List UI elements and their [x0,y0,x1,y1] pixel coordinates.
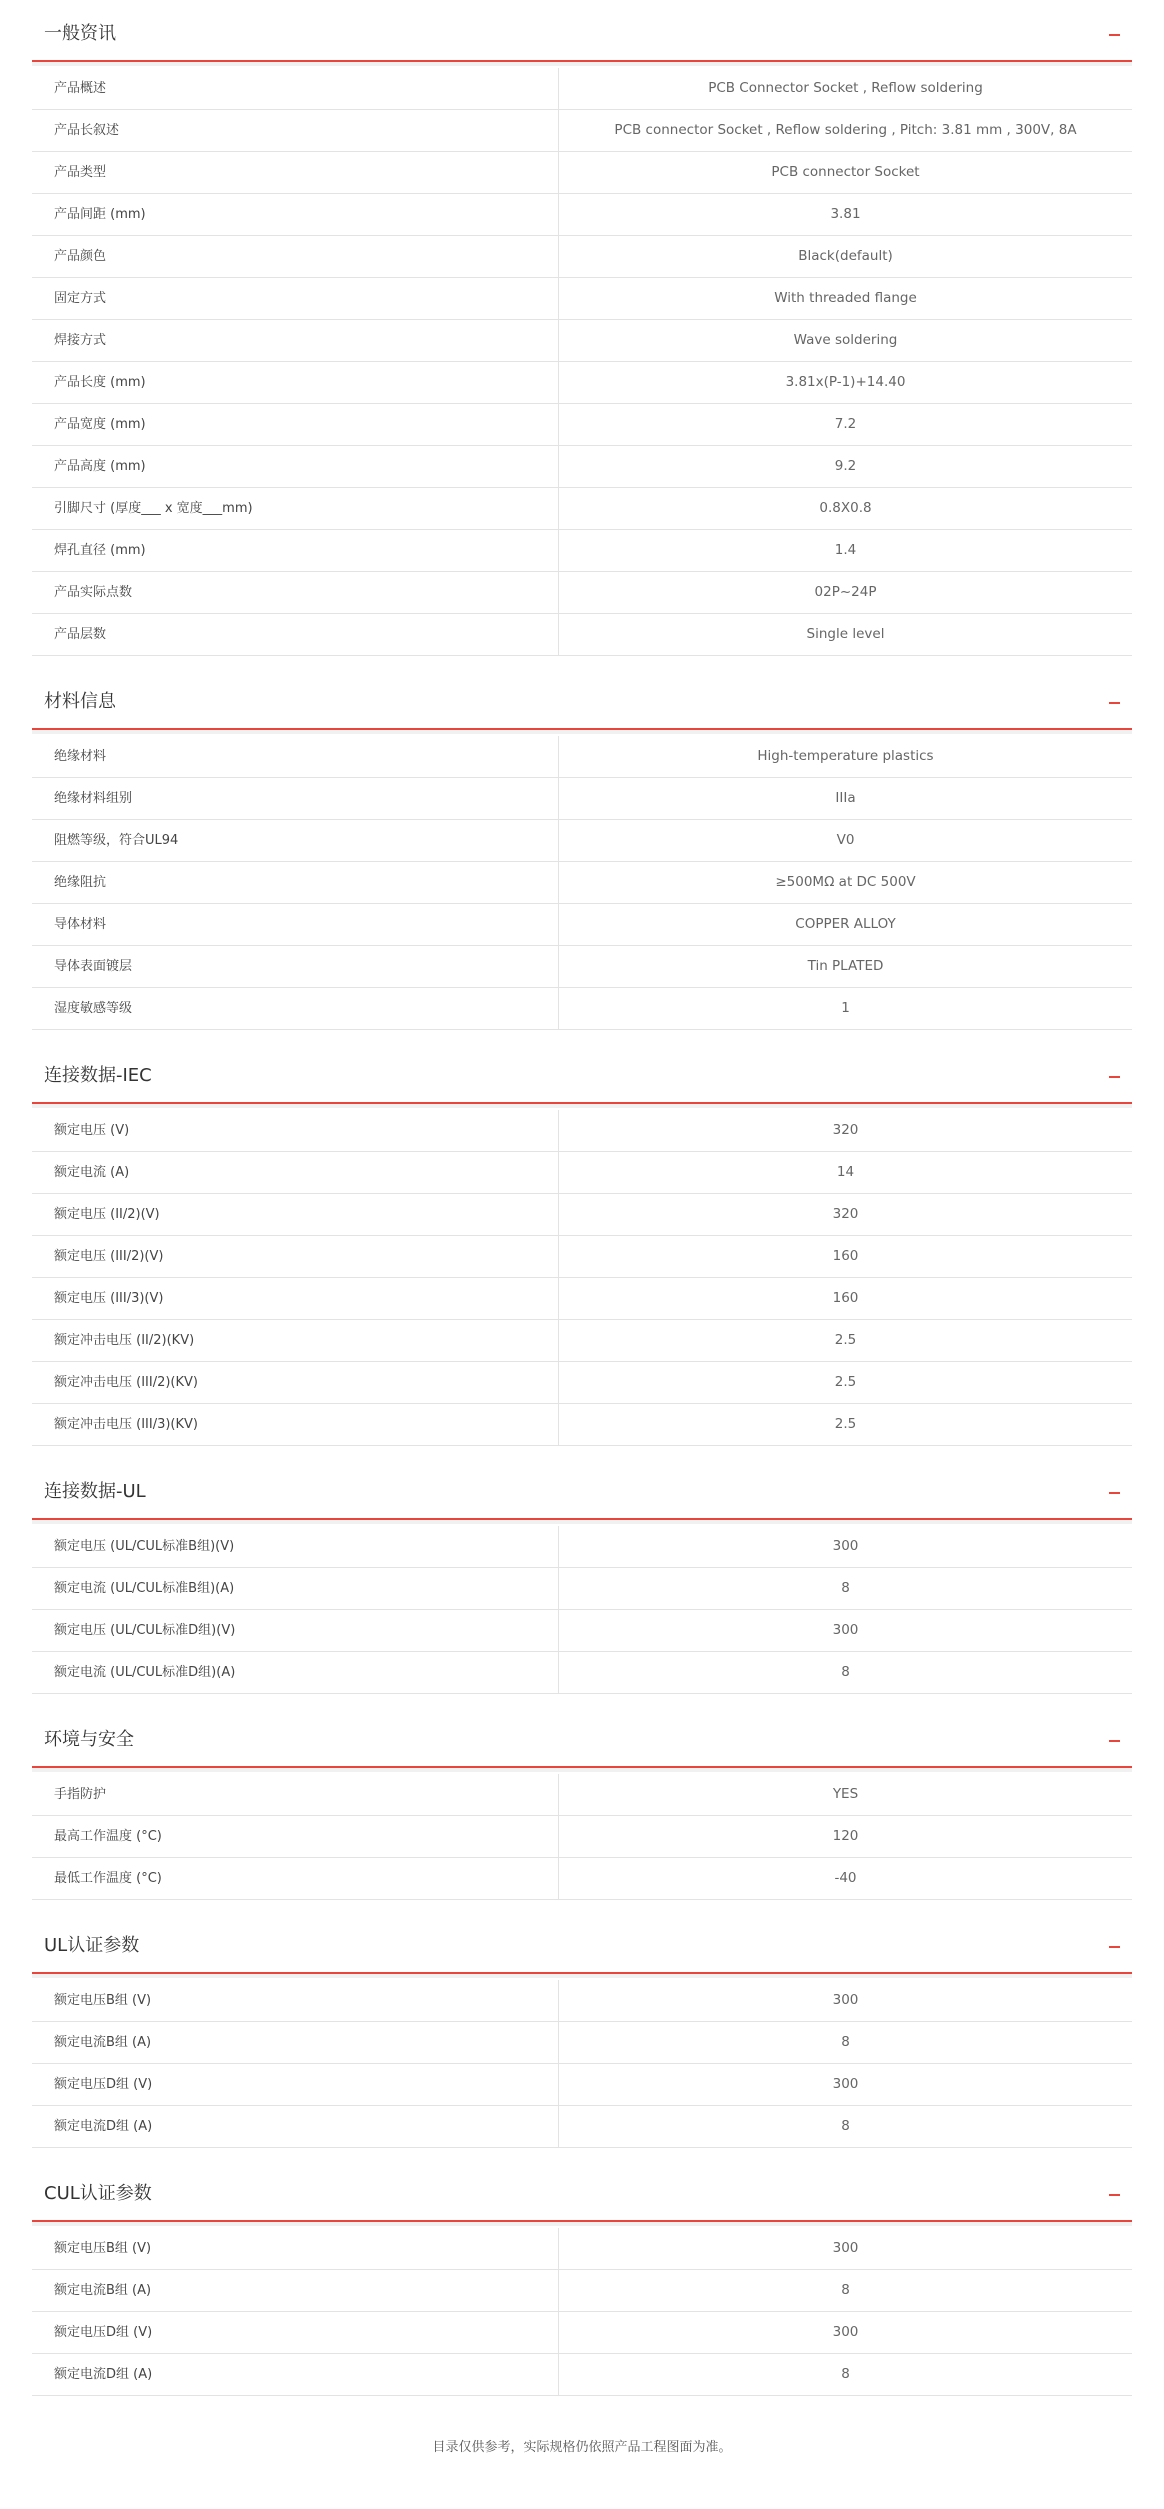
collapse-icon[interactable] [1109,2194,1120,2196]
spec-value: 1 [841,1000,850,1016]
section-title: 连接数据-IEC [44,1065,152,1086]
table-row [32,488,1132,530]
table-row [32,2022,1132,2064]
table-row [32,1816,1132,1858]
table-row [32,1858,1132,1900]
spec-value: YES [832,1786,859,1802]
spec-page [32,0,1132,2455]
spec-label: 湿度敏感等级 [32,988,559,1029]
spec-value: 320 [832,1206,859,1222]
table-row [32,2354,1132,2396]
spec-value: 0.8X0.8 [819,500,872,516]
spec-value: PCB Connector Socket , Reflow soldering [708,80,983,96]
table-row [32,1774,1132,1816]
spec-value: 8 [841,1664,850,1680]
section-title: 连接数据-UL [44,1481,146,1502]
table-row [32,1652,1132,1694]
spec-value: 300 [832,1622,859,1638]
spec-label: 额定电压 (II/2)(V) [32,1194,559,1235]
spec-value: PCB connector Socket [771,164,920,180]
spec-section [32,1480,1132,1694]
spec-label: 导体表面镀层 [32,946,559,987]
table-row [32,1110,1132,1152]
section-header[interactable] [32,690,1132,730]
spec-value: 2.5 [834,1374,857,1390]
spec-section [32,2182,1132,2396]
table-row [32,1194,1132,1236]
table-row [32,446,1132,488]
table-row [32,2064,1132,2106]
collapse-icon[interactable] [1109,1946,1120,1948]
spec-value: 320 [832,1122,859,1138]
table-row [32,236,1132,278]
table-row [32,530,1132,572]
spec-value: 8 [841,1580,850,1596]
table-row [32,1404,1132,1446]
spec-label: 最低工作温度 (°C) [32,1858,559,1899]
section-title: 材料信息 [44,691,116,712]
spec-value: 300 [832,2324,859,2340]
spec-value: 02P~24P [814,584,877,600]
spec-label: 引脚尺寸 (厚度___ x 宽度___mm) [32,488,559,529]
spec-label: 额定电流 (UL/CUL标准B组)(A) [32,1568,559,1609]
spec-label: 额定电压 (III/3)(V) [32,1278,559,1319]
collapse-icon[interactable] [1109,34,1120,36]
spec-value: 300 [832,2240,859,2256]
spec-value: COPPER ALLOY [795,916,896,932]
spec-label: 产品概述 [32,68,559,109]
spec-table [32,1980,1132,2148]
spec-label: 手指防护 [32,1774,559,1815]
spec-value: 160 [832,1290,859,1306]
section-title: 环境与安全 [44,1729,134,1750]
spec-label: 额定电压 (V) [32,1110,559,1151]
spec-value: 2.5 [834,1416,857,1432]
spec-table [32,1110,1132,1446]
spec-label: 额定电压D组 (V) [32,2312,559,2353]
table-row [32,362,1132,404]
collapse-icon[interactable] [1109,702,1120,704]
table-row [32,862,1132,904]
spec-value: With threaded flange [774,290,917,306]
table-row [32,2106,1132,2148]
spec-label: 产品颜色 [32,236,559,277]
table-row [32,194,1132,236]
table-row [32,320,1132,362]
table-row [32,1320,1132,1362]
spec-label: 阻燃等级，符合UL94 [32,820,559,861]
section-header[interactable] [32,1480,1132,1520]
spec-table [32,2228,1132,2396]
spec-label: 产品层数 [32,614,559,655]
spec-table [32,1526,1132,1694]
spec-value: ≥500MΩ at DC 500V [775,874,916,890]
spec-value: 7.2 [834,416,857,432]
table-row [32,2228,1132,2270]
table-row [32,152,1132,194]
table-row [32,2312,1132,2354]
spec-section [32,22,1132,656]
spec-value: -40 [834,1870,857,1886]
spec-label: 额定电流 (UL/CUL标准D组)(A) [32,1652,559,1693]
spec-label: 额定冲击电压 (III/3)(KV) [32,1404,559,1445]
spec-label: 焊接方式 [32,320,559,361]
spec-label: 导体材料 [32,904,559,945]
spec-value: 3.81 [830,206,861,222]
table-row [32,614,1132,656]
spec-value: PCB connector Socket , Reflow soldering , Pitch: 3.81 mm , 300V, 8A [614,122,1077,138]
spec-label: 产品类型 [32,152,559,193]
spec-value: 2.5 [834,1332,857,1348]
spec-value: 8 [841,2282,850,2298]
table-row [32,946,1132,988]
spec-label: 产品长叙述 [32,110,559,151]
spec-value: Single level [806,626,885,642]
spec-section [32,1064,1132,1446]
spec-section [32,1728,1132,1900]
collapse-icon[interactable] [1109,1740,1120,1742]
spec-section [32,1934,1132,2148]
spec-label: 产品间距 (mm) [32,194,559,235]
spec-label: 额定电压 (UL/CUL标准D组)(V) [32,1610,559,1651]
section-header[interactable] [32,1934,1132,1974]
spec-label: 产品长度 (mm) [32,362,559,403]
spec-section [32,690,1132,1030]
spec-label: 额定电流B组 (A) [32,2022,559,2063]
section-title: UL认证参数 [44,1935,140,1956]
table-row [32,736,1132,778]
spec-label: 额定电压B组 (V) [32,2228,559,2269]
spec-value: 300 [832,1538,859,1554]
spec-value: 8 [841,2366,850,2382]
spec-label: 额定电流B组 (A) [32,2270,559,2311]
spec-value: 3.81x(P-1)+14.40 [785,374,906,390]
table-row [32,1610,1132,1652]
section-title: CUL认证参数 [44,2183,152,2204]
spec-label: 焊孔直径 (mm) [32,530,559,571]
table-row [32,1980,1132,2022]
spec-label: 固定方式 [32,278,559,319]
table-row [32,1362,1132,1404]
spec-label: 绝缘材料 [32,736,559,777]
table-row [32,110,1132,152]
spec-value: 300 [832,2076,859,2092]
table-row [32,572,1132,614]
table-row [32,2270,1132,2312]
spec-value: IIIa [835,790,856,806]
table-row [32,1526,1132,1568]
table-row [32,1278,1132,1320]
spec-label: 产品高度 (mm) [32,446,559,487]
table-row [32,1236,1132,1278]
spec-label: 绝缘阻抗 [32,862,559,903]
spec-label: 额定电压 (III/2)(V) [32,1236,559,1277]
spec-value: Wave soldering [793,332,898,348]
spec-label: 额定电流 (A) [32,1152,559,1193]
footnote: 目录仅供参考，实际规格仍依照产品工程图面为准。 [432,2440,732,2455]
spec-table [32,68,1132,656]
section-header[interactable] [32,22,1132,62]
spec-label: 产品宽度 (mm) [32,404,559,445]
spec-sections [32,22,1132,2396]
table-row [32,988,1132,1030]
spec-label: 额定冲击电压 (II/2)(KV) [32,1320,559,1361]
spec-value: 8 [841,2118,850,2134]
section-header[interactable] [32,1064,1132,1104]
spec-label: 额定电流D组 (A) [32,2106,559,2147]
table-row [32,1152,1132,1194]
table-row [32,904,1132,946]
spec-value: 300 [832,1992,859,2008]
section-title: 一般资讯 [44,23,116,44]
spec-table [32,1774,1132,1900]
spec-label: 产品实际点数 [32,572,559,613]
table-row [32,820,1132,862]
table-row [32,1568,1132,1610]
spec-value: 1.4 [834,542,857,558]
spec-value: 8 [841,2034,850,2050]
section-header[interactable] [32,1728,1132,1768]
spec-table [32,736,1132,1030]
collapse-icon[interactable] [1109,1492,1120,1494]
spec-label: 额定电压 (UL/CUL标准B组)(V) [32,1526,559,1567]
spec-value: Black(default) [798,248,893,264]
spec-label: 额定冲击电压 (III/2)(KV) [32,1362,559,1403]
table-row [32,68,1132,110]
spec-value: 120 [832,1828,859,1844]
spec-value: 9.2 [834,458,857,474]
spec-label: 额定电压B组 (V) [32,1980,559,2021]
spec-label: 最高工作温度 (°C) [32,1816,559,1857]
spec-value: V0 [836,832,855,848]
table-row [32,278,1132,320]
spec-value: High-temperature plastics [757,748,934,764]
section-header[interactable] [32,2182,1132,2222]
spec-value: Tin PLATED [807,958,884,974]
table-row [32,404,1132,446]
spec-value: 14 [836,1164,855,1180]
spec-value: 160 [832,1248,859,1264]
spec-label: 绝缘材料组别 [32,778,559,819]
spec-label: 额定电压D组 (V) [32,2064,559,2105]
table-row [32,778,1132,820]
collapse-icon[interactable] [1109,1076,1120,1078]
spec-label: 额定电流D组 (A) [32,2354,559,2395]
